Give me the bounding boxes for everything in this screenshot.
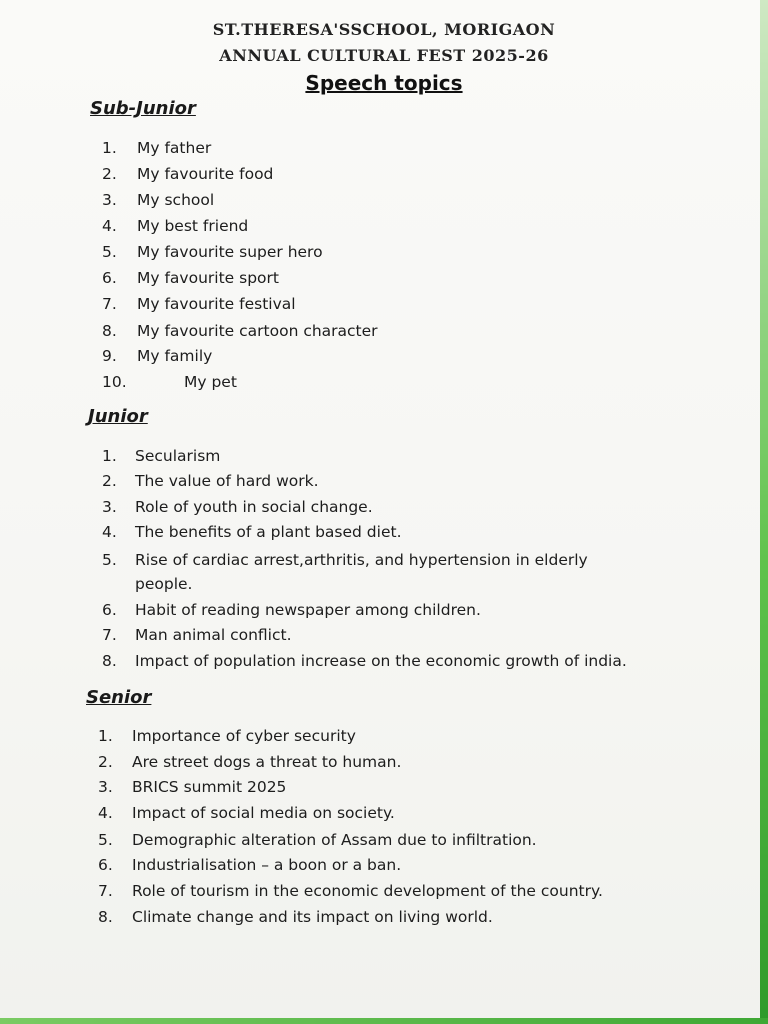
list-item-text: The value of hard work. <box>135 472 319 490</box>
list-item-text: My father <box>137 139 212 157</box>
list-item-number: 7. <box>102 295 117 313</box>
list-item-text: My pet <box>184 373 237 391</box>
page-title: Speech topics <box>305 71 463 95</box>
list-item-number: 9. <box>102 347 117 365</box>
list-item-text: My school <box>137 191 215 209</box>
list-item-number: 6. <box>102 601 117 619</box>
list-item-text: Importance of cyber security <box>132 727 356 745</box>
list-item-number: 5. <box>102 243 117 261</box>
list-item-number: 4. <box>102 217 117 235</box>
list-item-number: 2. <box>102 472 117 490</box>
list-item-text: Climate change and its impact on living world. <box>132 908 493 926</box>
event-name: ANNUAL CULTURAL FEST 2025-26 <box>219 46 549 65</box>
background-edge <box>760 0 768 1024</box>
list-item-number: 3. <box>102 191 117 209</box>
list-item-number: 1. <box>102 447 117 465</box>
list-item-text: Industrialisation – a boon or a ban. <box>132 856 402 874</box>
list-item-number: 2. <box>102 165 117 183</box>
list-item-text: Are street dogs a threat to human. <box>132 753 402 771</box>
list-item-text: Rise of cardiac arrest,arthritis, and hypertension in elderly <box>135 551 588 569</box>
list-item-number: 5. <box>102 551 117 569</box>
list-item-text: Role of youth in social change. <box>135 498 373 516</box>
list-item-text: My best friend <box>137 217 249 235</box>
list-item-number: 4. <box>102 523 117 541</box>
list-item-number: 10. <box>102 373 127 391</box>
list-item-text: Impact of population increase on the economic growth of india. <box>135 652 627 670</box>
list-item-text: My favourite festival <box>137 295 296 313</box>
list-item-number: 7. <box>98 882 113 900</box>
list-item-number: 3. <box>98 778 113 796</box>
list-item-number: 6. <box>102 269 117 287</box>
list-item-number: 4. <box>98 804 113 822</box>
list-item-text: The benefits of a plant based diet. <box>135 523 402 541</box>
list-item-number: 2. <box>98 753 113 771</box>
list-item-text: BRICS summit 2025 <box>132 778 287 796</box>
section-heading-sub-junior: Sub-Junior <box>90 98 196 119</box>
list-item-number: 1. <box>98 727 113 745</box>
list-item-text: My favourite sport <box>137 269 279 287</box>
list-item-number: 3. <box>102 498 117 516</box>
list-item-number: 6. <box>98 856 113 874</box>
list-item-number: 7. <box>102 626 117 644</box>
section-heading-junior: Junior <box>88 406 148 427</box>
list-item-number: 5. <box>98 831 113 849</box>
list-item-text: Habit of reading newspaper among children. <box>135 601 481 619</box>
list-item-text: My family <box>137 347 213 365</box>
school-name: ST.THERESA'SSCHOOL, MORIGAON <box>212 20 556 39</box>
list-item-text: My favourite cartoon character <box>137 322 378 340</box>
list-item-text: My favourite super hero <box>137 243 323 261</box>
list-item-text: Demographic alteration of Assam due to infiltration. <box>132 831 537 849</box>
list-item-number: 8. <box>102 322 117 340</box>
list-item-number: 8. <box>102 652 117 670</box>
list-item-number: 1. <box>102 139 117 157</box>
list-item-text: My favourite food <box>137 165 274 183</box>
list-item-continuation: people. <box>135 575 193 593</box>
list-item-text: Role of tourism in the economic development of the country. <box>132 882 603 900</box>
section-heading-senior: Senior <box>86 687 152 708</box>
list-item-text: Impact of social media on society. <box>132 804 395 822</box>
list-item-text: Secularism <box>135 447 221 465</box>
list-item-text: Man animal conflict. <box>135 626 292 644</box>
background-bottom <box>0 1018 768 1024</box>
list-item-number: 8. <box>98 908 113 926</box>
